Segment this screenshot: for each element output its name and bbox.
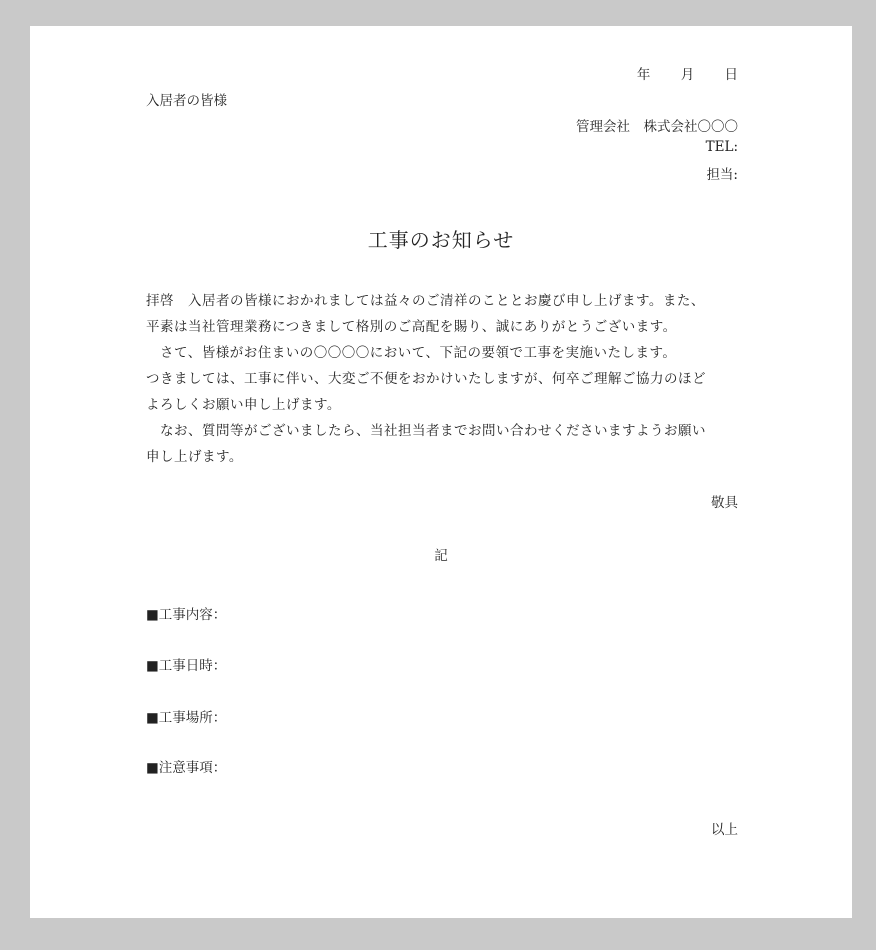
body-line: 平素は当社管理業務につきまして格別のご高配を賜り、誠にありがとうございます。	[146, 319, 677, 335]
sender-company: 管理会社 株式会社〇〇〇	[576, 119, 738, 135]
date-year: 年	[636, 67, 651, 83]
sender-person-in-charge: 担当:	[706, 167, 738, 183]
ki-heading: 記	[434, 548, 448, 564]
body-line: さて、皆様がお住まいの〇〇〇〇において、下記の要領で工事を実施いたします。	[146, 345, 677, 361]
body-line: よろしくお願い申し上げます。	[146, 397, 341, 413]
date-month: 月	[680, 67, 695, 83]
date-line	[637, 63, 738, 83]
document-title: 工事のお知らせ	[367, 228, 515, 252]
body-line: なお、質問等がございましたら、当社担当者までお問い合わせくださいますようお願い	[146, 423, 706, 439]
document-page	[30, 26, 852, 918]
closing-ijou: 以上	[711, 822, 738, 838]
body-line: つきましては、工事に伴い、大変ご不便をおかけいたしますが、何卒ご理解ご協力のほど	[146, 371, 706, 387]
closing-keigu: 敬具	[711, 495, 738, 511]
body-text	[146, 288, 742, 470]
item-notes: ■注意事項：	[146, 760, 227, 776]
item-construction-datetime: ■工事日時：	[146, 658, 227, 674]
body-line: 拝啓 入居者の皆様におかれましては益々のご清祥のこととお慶び申し上げます。また、	[146, 293, 705, 309]
item-construction-location: ■工事場所：	[146, 710, 227, 726]
body-line: 申し上げます。	[146, 449, 243, 465]
sender-tel: TEL:	[705, 139, 738, 155]
date-day: 日	[724, 67, 738, 83]
item-construction-content: ■工事内容：	[146, 607, 227, 623]
addressee: 入居者の皆様	[146, 93, 227, 109]
